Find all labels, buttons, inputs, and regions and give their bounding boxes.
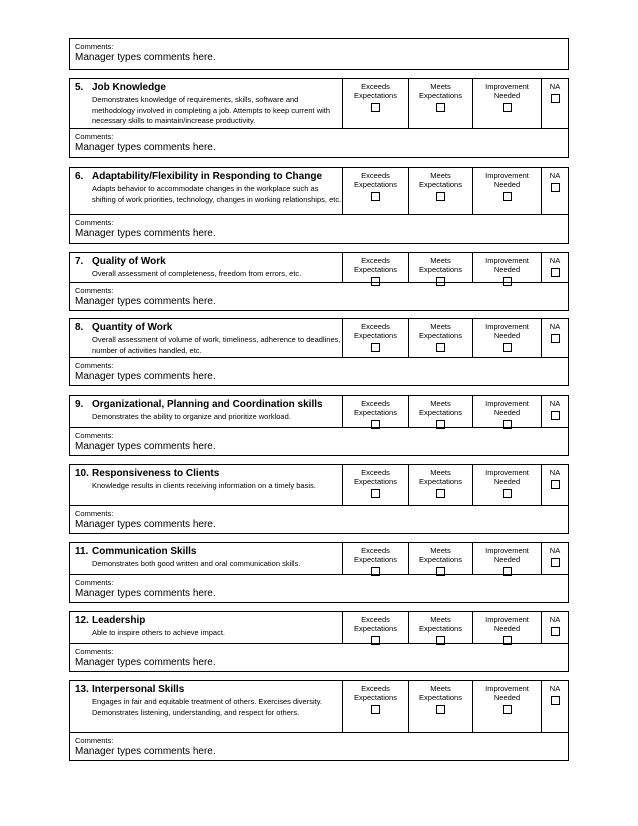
rating-label: Exceeds Expectations	[354, 399, 397, 417]
criteria-text	[70, 79, 343, 128]
meets-expectations-checkbox[interactable]	[436, 343, 445, 352]
rating-exceeds-expectations	[343, 543, 409, 574]
rating-label: Meets Expectations	[419, 399, 462, 417]
comments-text[interactable]: Manager types comments here.	[75, 371, 216, 382]
rating-meets-expectations	[409, 319, 473, 357]
comments-text[interactable]: Manager types comments here.	[75, 657, 216, 668]
comments-label: Comments:	[75, 578, 114, 587]
meets-expectations-checkbox[interactable]	[436, 567, 445, 576]
rating-label: Improvement Needed	[485, 399, 529, 417]
criteria-text	[70, 543, 343, 574]
rating-label: Exceeds Expectations	[354, 256, 397, 274]
na-checkbox[interactable]	[551, 480, 560, 489]
rating-label: Exceeds Expectations	[354, 82, 397, 100]
na-checkbox[interactable]	[551, 183, 560, 192]
rating-na	[542, 612, 568, 643]
criteria-text	[70, 168, 343, 214]
rating-label: Meets Expectations	[419, 615, 462, 633]
criteria-title-text: Adaptability/Flexibility in Responding to Change	[92, 171, 323, 182]
comments-text[interactable]: Manager types comments here.	[75, 746, 216, 757]
rating-label: Meets Expectations	[419, 256, 462, 274]
comments-area[interactable]	[70, 39, 568, 69]
comments-text[interactable]: Manager types comments here.	[75, 296, 216, 307]
meets-expectations-checkbox[interactable]	[436, 192, 445, 201]
rating-label: Improvement Needed	[485, 684, 529, 702]
rating-meets-expectations	[409, 612, 473, 643]
rating-exceeds-expectations	[343, 612, 409, 643]
criteria-description: Adapts behavior to accommodate changes in the workplace such as shifting of work priorities, technology, changes in working relationships, etc.	[92, 184, 342, 204]
comments-area[interactable]	[70, 428, 568, 453]
exceeds-expectations-checkbox[interactable]	[371, 489, 380, 498]
rating-label: Improvement Needed	[485, 546, 529, 564]
comments-area[interactable]	[70, 215, 568, 240]
na-checkbox[interactable]	[551, 411, 560, 420]
exceeds-expectations-checkbox[interactable]	[371, 567, 380, 576]
criteria-row	[70, 465, 568, 506]
improvement-needed-checkbox[interactable]	[503, 636, 512, 645]
criteria-number: 8.	[75, 322, 84, 333]
criteria-text	[70, 465, 343, 505]
meets-expectations-checkbox[interactable]	[436, 636, 445, 645]
criteria-title	[75, 322, 342, 334]
criteria-title	[75, 468, 342, 480]
section-responsiveness-to-clients	[69, 464, 569, 534]
rating-label: Meets Expectations	[419, 546, 462, 564]
criteria-description: Demonstrates the ability to organize and prioritize workload.	[92, 412, 291, 421]
rating-label: Exceeds Expectations	[354, 171, 397, 189]
comments-text[interactable]: Manager types comments here.	[75, 52, 216, 63]
rating-label: Meets Expectations	[419, 322, 462, 340]
rating-label: Improvement Needed	[485, 171, 529, 189]
criteria-text	[70, 319, 343, 357]
rating-na	[542, 253, 568, 282]
meets-expectations-checkbox[interactable]	[436, 420, 445, 429]
rating-label: Meets Expectations	[419, 684, 462, 702]
section-organizational-planning	[69, 395, 569, 456]
rating-na	[542, 79, 568, 128]
improvement-needed-checkbox[interactable]	[503, 277, 512, 286]
comments-label: Comments:	[75, 647, 114, 656]
comments-label: Comments:	[75, 431, 114, 440]
exceeds-expectations-checkbox[interactable]	[371, 343, 380, 352]
exceeds-expectations-checkbox[interactable]	[371, 705, 380, 714]
exceeds-expectations-checkbox[interactable]	[371, 192, 380, 201]
meets-expectations-checkbox[interactable]	[436, 277, 445, 286]
section-communication-skills	[69, 542, 569, 603]
improvement-needed-checkbox[interactable]	[503, 567, 512, 576]
criteria-number: 12.	[75, 615, 89, 626]
criteria-text	[70, 396, 343, 427]
criteria-number: 11.	[75, 546, 89, 557]
rating-exceeds-expectations	[343, 465, 409, 505]
comments-area[interactable]	[70, 358, 568, 383]
rating-improvement-needed	[473, 543, 542, 574]
comments-label: Comments:	[75, 361, 114, 370]
comments-label: Comments:	[75, 42, 114, 51]
comments-text[interactable]: Manager types comments here.	[75, 588, 216, 599]
rating-meets-expectations	[409, 465, 473, 505]
rating-na	[542, 543, 568, 574]
comments-box-previous	[69, 38, 569, 70]
na-checkbox[interactable]	[551, 268, 560, 277]
rating-label: Meets Expectations	[419, 468, 462, 486]
criteria-number: 9.	[75, 399, 84, 410]
criteria-description: Engages in fair and equitable treatment of others. Exercises diversity. Demonstrates listening, understanding, and respect for others.	[92, 697, 322, 717]
rating-exceeds-expectations	[343, 681, 409, 732]
rating-meets-expectations	[409, 396, 473, 427]
rating-label: Meets Expectations	[419, 82, 462, 100]
section-job-knowledge	[69, 78, 569, 158]
rating-label: Exceeds Expectations	[354, 684, 397, 702]
na-checkbox[interactable]	[551, 334, 560, 343]
comments-text[interactable]: Manager types comments here.	[75, 142, 216, 153]
section-quantity-of-work	[69, 318, 569, 386]
improvement-needed-checkbox[interactable]	[503, 420, 512, 429]
criteria-description: Overall assessment of volume of work, timeliness, adherence to deadlines, number of activities handled, etc.	[92, 335, 341, 355]
comments-area[interactable]	[70, 283, 568, 308]
criteria-title	[75, 684, 342, 696]
criteria-title-text: Leadership	[92, 615, 146, 626]
na-checkbox[interactable]	[551, 558, 560, 567]
criteria-description: Able to inspire others to achieve impact.	[92, 628, 225, 637]
rating-improvement-needed	[473, 396, 542, 427]
rating-na	[542, 396, 568, 427]
rating-na	[542, 319, 568, 357]
criteria-title-text: Interpersonal Skills	[92, 684, 185, 695]
criteria-title	[75, 615, 342, 627]
criteria-row	[70, 396, 568, 428]
rating-label: Improvement Needed	[485, 256, 529, 274]
criteria-title-text: Responsiveness to Clients	[92, 468, 220, 479]
comments-label: Comments:	[75, 736, 114, 745]
comments-area[interactable]	[70, 575, 568, 600]
na-checkbox[interactable]	[551, 627, 560, 636]
criteria-title	[75, 399, 342, 411]
rating-label: Exceeds Expectations	[354, 615, 397, 633]
comments-area[interactable]	[70, 733, 568, 758]
section-adaptability	[69, 167, 569, 244]
rating-improvement-needed	[473, 465, 542, 505]
criteria-row	[70, 168, 568, 215]
rating-label: NA	[549, 615, 561, 624]
rating-na	[542, 465, 568, 505]
improvement-needed-checkbox[interactable]	[503, 705, 512, 714]
comments-text[interactable]: Manager types comments here.	[75, 519, 216, 530]
rating-label: Meets Expectations	[419, 171, 462, 189]
rating-improvement-needed	[473, 79, 542, 128]
criteria-description: Knowledge results in clients receiving information on a timely basis.	[92, 481, 316, 490]
rating-na	[542, 681, 568, 732]
criteria-number: 5.	[75, 82, 84, 93]
section-leadership	[69, 611, 569, 672]
criteria-title	[75, 256, 342, 268]
criteria-title-text: Organizational, Planning and Coordination skills	[92, 399, 323, 410]
improvement-needed-checkbox[interactable]	[503, 192, 512, 201]
improvement-needed-checkbox[interactable]	[503, 343, 512, 352]
rating-label: Exceeds Expectations	[354, 468, 397, 486]
section-quality-of-work	[69, 252, 569, 311]
rating-meets-expectations	[409, 543, 473, 574]
comments-area[interactable]	[70, 644, 568, 669]
exceeds-expectations-checkbox[interactable]	[371, 420, 380, 429]
exceeds-expectations-checkbox[interactable]	[371, 636, 380, 645]
criteria-number: 13.	[75, 684, 89, 695]
rating-label: NA	[549, 399, 561, 408]
comments-text[interactable]: Manager types comments here.	[75, 228, 216, 239]
criteria-description: Overall assessment of completeness, freedom from errors, etc.	[92, 269, 302, 278]
meets-expectations-checkbox[interactable]	[436, 489, 445, 498]
rating-label: NA	[549, 82, 561, 91]
rating-label: NA	[549, 546, 561, 555]
rating-label: NA	[549, 256, 561, 265]
criteria-number: 6.	[75, 171, 84, 182]
rating-label: NA	[549, 171, 561, 180]
criteria-row	[70, 79, 568, 129]
rating-label: NA	[549, 468, 561, 477]
criteria-description: Demonstrates both good written and oral communication skills.	[92, 559, 301, 568]
rating-exceeds-expectations	[343, 396, 409, 427]
rating-label: Improvement Needed	[485, 468, 529, 486]
rating-improvement-needed	[473, 253, 542, 282]
criteria-title-text: Communication Skills	[92, 546, 197, 557]
rating-exceeds-expectations	[343, 253, 409, 282]
comments-area[interactable]	[70, 506, 568, 531]
criteria-title-text: Quality of Work	[92, 256, 166, 267]
criteria-row	[70, 612, 568, 644]
criteria-row	[70, 319, 568, 358]
rating-label: Improvement Needed	[485, 615, 529, 633]
criteria-title	[75, 546, 342, 558]
criteria-title-text: Job Knowledge	[92, 82, 166, 93]
rating-na	[542, 168, 568, 214]
criteria-number: 7.	[75, 256, 84, 267]
criteria-title-text: Quantity of Work	[92, 322, 173, 333]
improvement-needed-checkbox[interactable]	[503, 103, 512, 112]
comments-label: Comments:	[75, 132, 114, 141]
rating-meets-expectations	[409, 79, 473, 128]
comments-label: Comments:	[75, 218, 114, 227]
na-checkbox[interactable]	[551, 94, 560, 103]
criteria-title	[75, 171, 342, 183]
criteria-text	[70, 612, 343, 643]
rating-label: Exceeds Expectations	[354, 546, 397, 564]
rating-exceeds-expectations	[343, 319, 409, 357]
rating-label: NA	[549, 684, 561, 693]
rating-label: Exceeds Expectations	[354, 322, 397, 340]
exceeds-expectations-checkbox[interactable]	[371, 277, 380, 286]
criteria-row	[70, 253, 568, 283]
comments-text[interactable]: Manager types comments here.	[75, 441, 216, 452]
rating-meets-expectations	[409, 253, 473, 282]
criteria-text	[70, 253, 343, 282]
rating-improvement-needed	[473, 612, 542, 643]
rating-improvement-needed	[473, 681, 542, 732]
comments-label: Comments:	[75, 509, 114, 518]
na-checkbox[interactable]	[551, 696, 560, 705]
rating-meets-expectations	[409, 168, 473, 214]
meets-expectations-checkbox[interactable]	[436, 103, 445, 112]
rating-exceeds-expectations	[343, 79, 409, 128]
rating-label: Improvement Needed	[485, 322, 529, 340]
rating-label: Improvement Needed	[485, 82, 529, 100]
criteria-text	[70, 681, 343, 732]
rating-improvement-needed	[473, 319, 542, 357]
section-interpersonal-skills	[69, 680, 569, 761]
criteria-description: Demonstrates knowledge of requirements, skills, software and methodology involved in completing a job. Attempts to keep current with necessary skills to maintain/increase productivity.	[92, 95, 331, 125]
rating-label: NA	[549, 322, 561, 331]
rating-meets-expectations	[409, 681, 473, 732]
comments-label: Comments:	[75, 286, 114, 295]
exceeds-expectations-checkbox[interactable]	[371, 103, 380, 112]
rating-improvement-needed	[473, 168, 542, 214]
meets-expectations-checkbox[interactable]	[436, 705, 445, 714]
improvement-needed-checkbox[interactable]	[503, 489, 512, 498]
criteria-row	[70, 681, 568, 733]
comments-area[interactable]	[70, 129, 568, 154]
criteria-title	[75, 82, 342, 94]
criteria-row	[70, 543, 568, 575]
rating-exceeds-expectations	[343, 168, 409, 214]
criteria-number: 10.	[75, 468, 89, 479]
